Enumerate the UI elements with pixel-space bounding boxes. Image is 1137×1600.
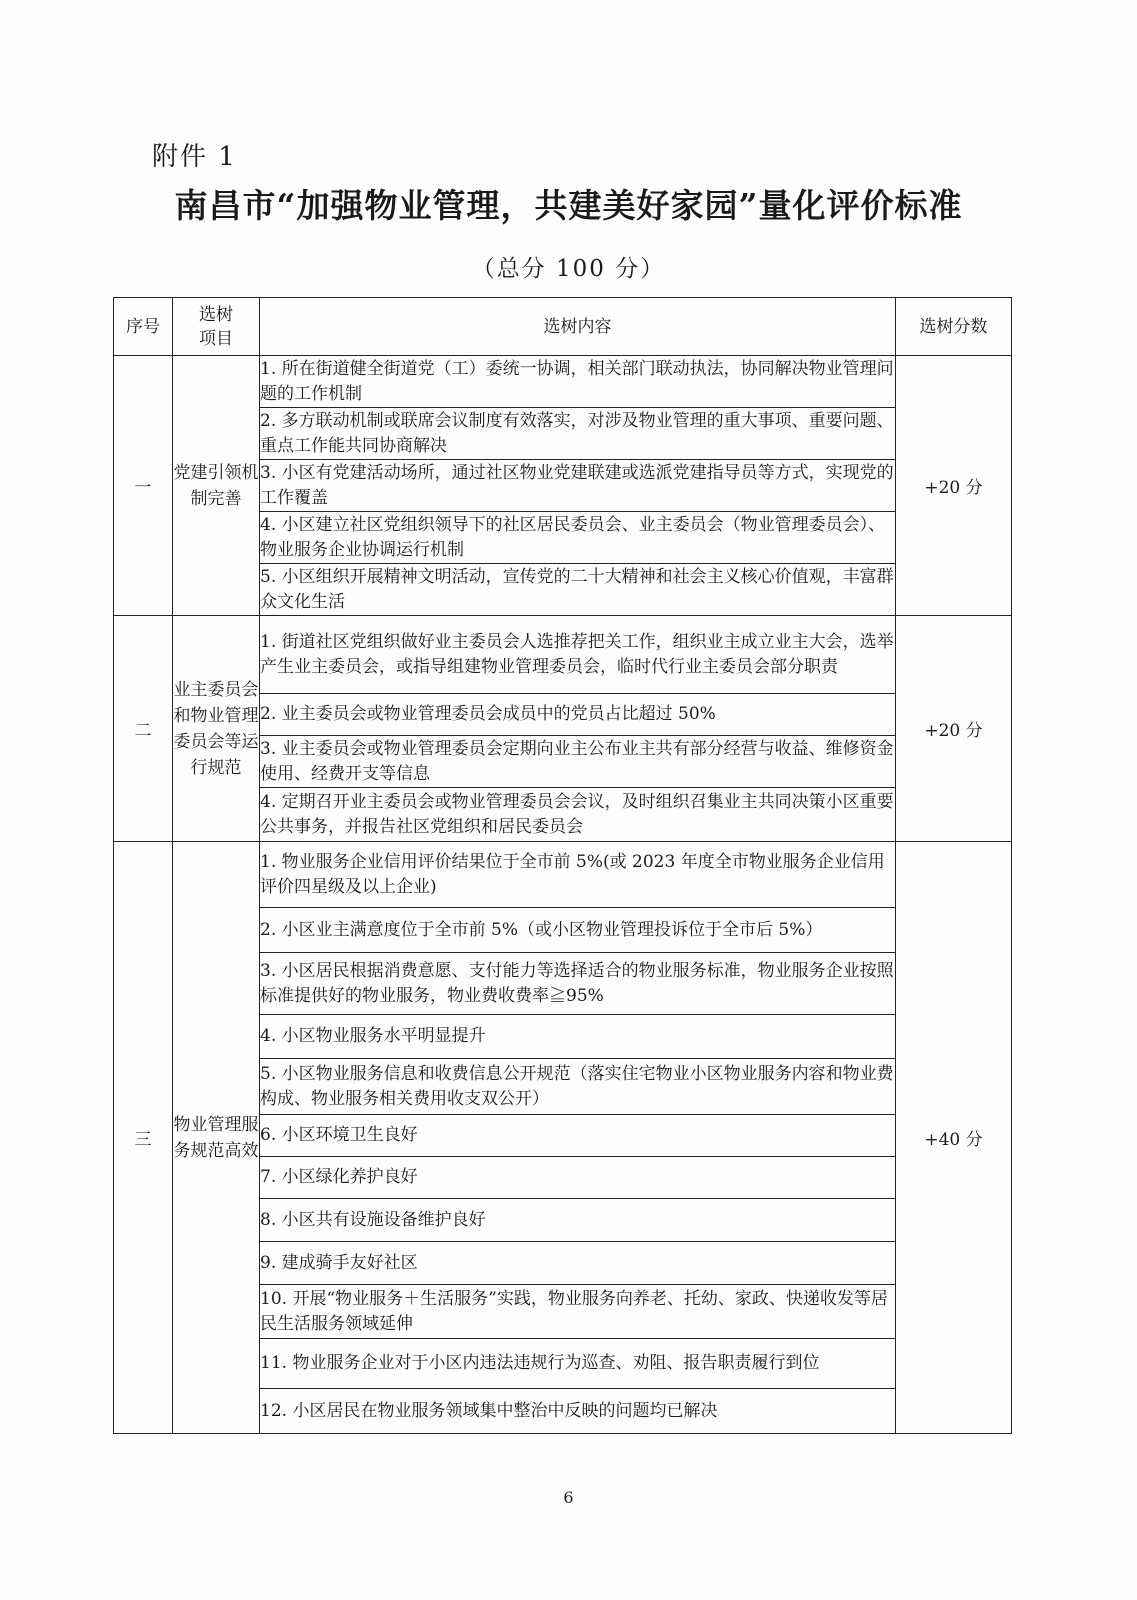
document-title: 南昌市“加强物业管理，共建美好家园”量化评价标准 [174, 186, 963, 225]
criteria-item: 5. 小区物业服务信息和收费信息公开规范（落实住宅物业小区物业服务内容和物业费构成、物业服务相关费用收支双公开） [260, 1059, 896, 1115]
section-category: 物业管理服务规范高效 [173, 842, 260, 1434]
header-score: 选树分数 [896, 298, 1012, 356]
evaluation-table [113, 297, 1012, 1434]
section-score: +20 分 [896, 356, 1012, 616]
criteria-item: 8. 小区共有设施设备维护良好 [260, 1199, 896, 1242]
section-seq: 三 [114, 842, 173, 1434]
criteria-item: 2. 多方联动机制或联席会议制度有效落实，对涉及物业管理的重大事项、重要问题、重点工作能共同协商解决 [260, 408, 896, 460]
criteria-item: 2. 业主委员会或物业管理委员会成员中的党员占比超过 50% [260, 694, 896, 736]
criteria-item: 10. 开展“物业服务＋生活服务”实践，物业服务向养老、托幼、家政、快递收发等居民生活服务领域延伸 [260, 1285, 896, 1339]
section-score: +20 分 [896, 616, 1012, 842]
table-header-row [114, 298, 1012, 356]
criteria-item: 1. 所在街道健全街道党（工）委统一协调，相关部门联动执法，协同解决物业管理问题的工作机制 [260, 356, 896, 408]
section-category: 党建引领机制完善 [173, 356, 260, 616]
header-seq: 序号 [114, 298, 173, 356]
section-category: 业主委员会和物业管理委员会等运行规范 [173, 616, 260, 842]
table-row [114, 842, 1012, 908]
table-row [114, 616, 1012, 694]
criteria-item: 9. 建成骑手友好社区 [260, 1242, 896, 1285]
criteria-item: 3. 小区有党建活动场所，通过社区物业党建联建或选派党建指导员等方式，实现党的工作覆盖 [260, 460, 896, 512]
criteria-item: 1. 物业服务企业信用评价结果位于全市前 5%(或 2023 年度全市物业服务企业信用评价四星级及以上企业) [260, 842, 896, 908]
criteria-item: 4. 定期召开业主委员会或物业管理委员会会议，及时组织召集业主共同决策小区重要公共事务，并报告社区党组织和居民委员会 [260, 788, 896, 842]
total-score-subtitle: （总分 100 分） [471, 256, 666, 282]
criteria-item: 1. 街道社区党组织做好业主委员会人选推荐把关工作，组织业主成立业主大会，选举产生业主委员会，或指导组建物业管理委员会，临时代行业主委员会部分职责 [260, 616, 896, 694]
criteria-item: 11. 物业服务企业对于小区内违法违规行为巡查、劝阻、报告职责履行到位 [260, 1339, 896, 1389]
header-content: 选树内容 [260, 298, 896, 356]
section-seq: 二 [114, 616, 173, 842]
criteria-item: 3. 业主委员会或物业管理委员会定期向业主公布业主共有部分经营与收益、维修资金使用、经费开支等信息 [260, 736, 896, 788]
criteria-item: 2. 小区业主满意度位于全市前 5%（或小区物业管理投诉位于全市后 5%） [260, 908, 896, 953]
attachment-label: 附件 1 [152, 142, 237, 172]
page-number: 6 [563, 1488, 574, 1507]
criteria-item: 12. 小区居民在物业服务领域集中整治中反映的问题均已解决 [260, 1389, 896, 1434]
header-category: 选树项目 [173, 298, 260, 356]
table-row [114, 356, 1012, 408]
criteria-item: 4. 小区物业服务水平明显提升 [260, 1015, 896, 1059]
criteria-item: 3. 小区居民根据消费意愿、支付能力等选择适合的物业服务标准，物业服务企业按照标准提供好的物业服务，物业费收费率≧95% [260, 953, 896, 1015]
section-seq: 一 [114, 356, 173, 616]
criteria-item: 5. 小区组织开展精神文明活动，宣传党的二十大精神和社会主义核心价值观，丰富群众文化生活 [260, 564, 896, 616]
criteria-item: 7. 小区绿化养护良好 [260, 1157, 896, 1199]
criteria-item: 4. 小区建立社区党组织领导下的社区居民委员会、业主委员会（物业管理委员会）、物业服务企业协调运行机制 [260, 512, 896, 564]
section-score: +40 分 [896, 842, 1012, 1434]
criteria-item: 6. 小区环境卫生良好 [260, 1115, 896, 1157]
